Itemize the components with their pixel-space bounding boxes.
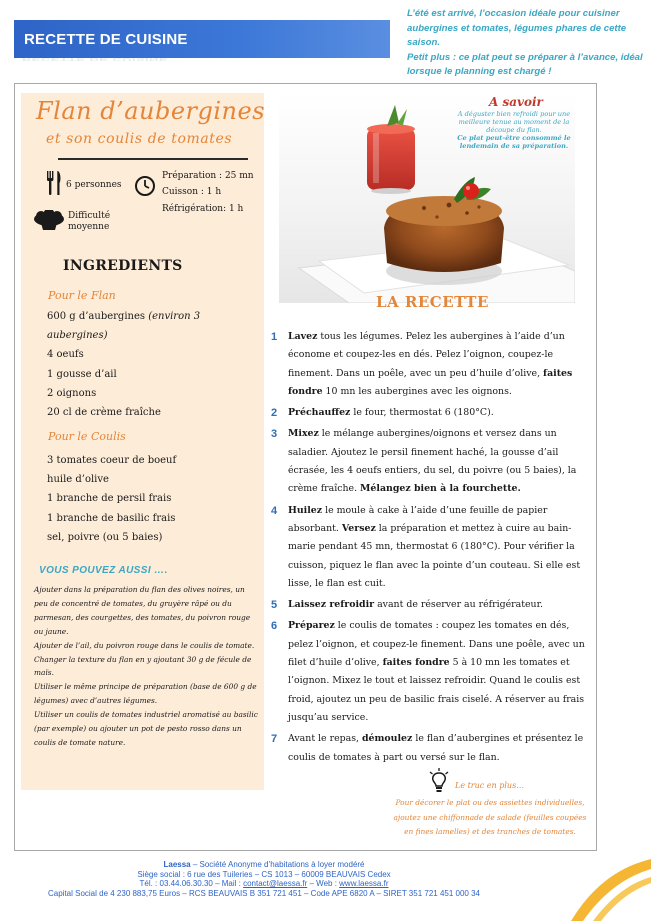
intro-paragraph-2: Petit plus : ce plat peut se préparer à l’avance, idéal lorsque le planning est chargé !	[407, 51, 643, 77]
decorative-swoosh	[531, 851, 651, 921]
recipe-steps	[271, 328, 591, 767]
list-item: 3 tomates coeur de boeuf	[47, 455, 177, 466]
aussi-text	[34, 583, 259, 750]
footer	[14, 860, 514, 899]
truc-heading: Le truc en plus…	[455, 781, 525, 790]
step-number: 5	[271, 599, 278, 612]
recipe-step-6: 6 Préparez le coulis de tomates : coupez les tomates en dés, pelez l’oignon, et coupez-le finement. Dans une poêle, avec un filet d’huile d’olive, faites fondre 5 à 10 mn les tomates et l’oignon. Mixez le tout et laissez refroidir. Quand le coulis est froid, ajoutez un peu de basilic frais ciselé. A réserver au frais jusqu’au service.	[271, 617, 591, 727]
cook-time: Cuisson : 1 h	[162, 187, 222, 197]
footer-mail-link[interactable]: contact@laessa.fr	[243, 879, 308, 889]
coulis-ingredient-list	[47, 451, 176, 547]
footer-line-1: Laessa – Société Anonyme d’habitations à loyer modéré	[163, 860, 365, 869]
cutlery-icon	[44, 170, 64, 196]
list-item: 1 gousse d’ail	[47, 368, 117, 380]
list-item: huile d’olive	[47, 474, 109, 486]
recipe-step-5: 5 Laissez refroidir avant de réserver au réfrigérateur.	[271, 596, 591, 614]
recipe-step-3: 3 Mixez le mélange aubergines/oignons et versez dans un saladier. Ajoutez le persil finement haché, la gousse d’ail écrasée, les 4 oeufs entiers, du sel, du poivre (ou 5 baies), la crème fraîche. Mélangez bien à la fourchette.	[271, 425, 591, 498]
footer-line-3: Tél. : 03.44.06.30.30 – Mail : contact@laessa.fr – Web : www.laessa.fr	[139, 879, 389, 889]
truc-text: Pour décorer le plat ou des assiettes individuelles, ajoutez une chiffonnade de salade (feuilles coupées en fines lamelles) et des tranches de tomates.	[393, 798, 587, 836]
step-number: 6	[271, 620, 278, 633]
list-item: 2 oignons	[47, 387, 97, 399]
aussi-paragraph: Ajouter dans la préparation du flan des olives noires, un peu de concentré de tomates, du gruyère râpé ou du parmesan, des courgettes, des tomates, du poivron rouge ou jaune.	[34, 585, 251, 636]
step-number: 3	[271, 428, 278, 441]
savoir-text	[448, 110, 580, 150]
prep-time: Préparation : 25 mn	[162, 171, 254, 181]
savoir-paragraph-1: A déguster bien refroidi pour une meilleure tenue au moment de la découpe du flan.	[457, 110, 571, 134]
aussi-paragraph: Utiliser le même principe de préparation (base de 600 g de légumes) avec d’autres légumes.	[34, 682, 257, 706]
recipe-step-1: 1 Lavez tous les légumes. Pelez les aubergines à l’aide d’un économe et coupez-les en dés. Pelez l’oignon, coupez-le finement. Dans un poêle, avec un peu d’huile d’olive, faites fondre 10 mn les aubergines avec les oignons.	[271, 328, 591, 401]
aussi-heading: VOUS POUVEZ AUSSI ….	[39, 565, 168, 576]
recipe-title: Flan d’aubergines	[36, 97, 266, 125]
servings-text: 6 personnes	[66, 180, 122, 190]
intro-paragraph-1: L’été est arrivé, l’occasion idéale pour cuisiner aubergines et tomates, légumes phares de cette saison.	[407, 8, 627, 48]
recipe-subtitle: et son coulis de tomates	[46, 131, 233, 147]
flan-heading: Pour le Flan	[48, 289, 116, 302]
recipe-steps-heading: LA RECETTE	[376, 293, 489, 311]
banner-title: RECETTE DE CUISINE	[24, 30, 188, 48]
list-item: 4 oeufs	[47, 349, 84, 361]
step-number: 2	[271, 407, 278, 420]
aussi-paragraph: Utiliser un coulis de tomates industriel aromatisé au basilic (par exemple) ou ajouter un pot de pesto rosso dans un coulis de tomate nature.	[34, 710, 258, 747]
footer-web-link[interactable]: www.laessa.fr	[339, 879, 389, 889]
list-item: 1 branche de persil frais	[47, 493, 172, 505]
savoir-paragraph-2: Ce plat peut-être consommé le lendemain de sa préparation.	[457, 134, 571, 150]
intro-text	[407, 7, 643, 80]
list-item: 20 cl de crème fraîche	[47, 407, 161, 419]
clock-icon	[134, 175, 156, 197]
ingredients-heading: INGREDIENTS	[63, 258, 183, 274]
fridge-time: Réfrigération: 1 h	[162, 204, 244, 214]
recipe-step-7: 7 Avant le repas, démoulez le flan d’aubergines et présentez le coulis de tomates à part ou versé sur le flan.	[271, 730, 591, 767]
difficulty-text: Difficulté moyenne	[68, 211, 111, 232]
title-divider	[58, 158, 248, 160]
list-item: sel, poivre (ou 5 baies)	[47, 531, 163, 543]
recipe-step-4: 4 Huilez le moule à cake à l’aide d’une feuille de papier absorbant. Versez la préparation et mettez à cuire au bain-marie pendant 45 mn, thermostat 6 (180°C). Pour vérifier la cuisson, piquez le flan avec la pointe d’un couteau. Si elle est lisse, le flan est cuit.	[271, 502, 591, 593]
lightbulb-icon	[428, 768, 450, 798]
list-item: 600 g d’aubergines (environ 3 aubergines)	[47, 311, 201, 342]
step-number: 1	[271, 331, 278, 343]
step-number: 4	[271, 504, 278, 517]
savoir-heading: A savoir	[489, 95, 543, 109]
flan-ingredient-list	[47, 307, 252, 422]
aussi-paragraph: Ajouter de l’ail, du poivron rouge dans le coulis de tomate.	[34, 640, 255, 650]
list-item: 1 branche de basilic frais	[47, 512, 176, 524]
footer-line-2: Siège social : 6 rue des Tuileries – CS 1013 – 60009 BEAUVAIS Cedex	[137, 869, 391, 879]
footer-line-4: Capital Social de 4 230 883,75 Euros – RCS BEAUVAIS B 351 721 451 – Code APE 6820 A – SIRET 351 721 451 000 34	[47, 889, 480, 899]
recipe-step-2: 2 Préchauffez le four, thermostat 6 (180°C).	[271, 404, 591, 422]
footer-brand: Laessa	[163, 860, 191, 869]
coulis-heading: Pour le Coulis	[48, 430, 126, 443]
header-banner	[14, 20, 390, 58]
chef-hat-icon	[32, 210, 66, 232]
step-number: 7	[271, 733, 278, 746]
aussi-paragraph: Changer la texture du flan en y ajoutant 30 g de fécule de maïs.	[34, 654, 252, 678]
banner-reflection: RECETTE DE CUISINE	[22, 56, 168, 62]
